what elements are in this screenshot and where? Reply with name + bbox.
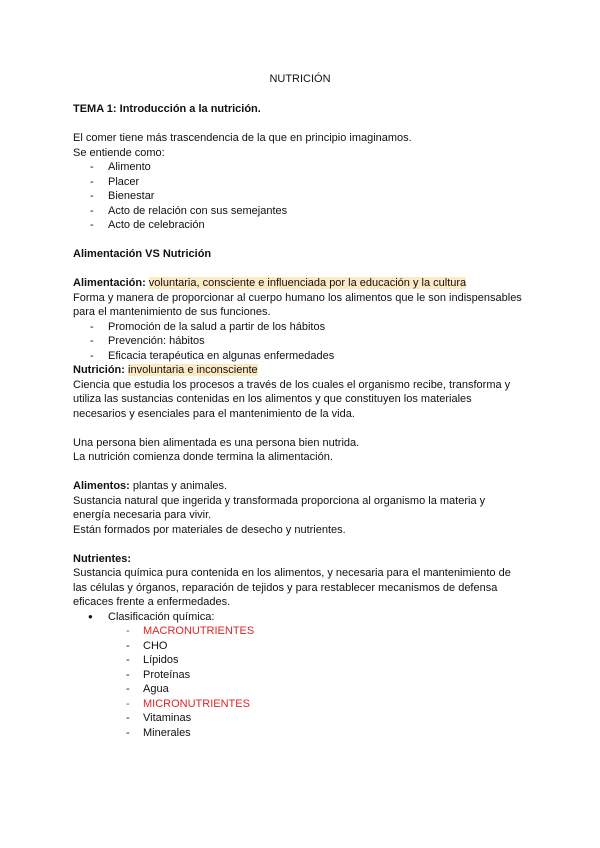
list-item: - Lípidos xyxy=(73,653,523,668)
nutrientes-label: Nutrientes: xyxy=(73,552,132,565)
persona-line-1: Una persona bien alimentada es una persona bien nutrida. xyxy=(73,436,360,449)
nutricion-text: Ciencia que estudia los procesos a través de los cuales el organismo recibe, transforma y utiliza las sustancias contenidas en los alimentos y que constituyen los materiales necesarios y esenciales para el mantenimiento de la vida. xyxy=(73,378,511,420)
nutricion-definition-line xyxy=(73,363,523,378)
tema-heading: TEMA 1: Introducción a la nutrición. xyxy=(73,103,261,115)
list-item: - Acto de celebración xyxy=(73,218,523,233)
list-item: - Promoción de la salud a partir de los hábitos xyxy=(73,320,523,335)
document-title: NUTRICIÓN xyxy=(269,73,331,85)
alimentacion-definition-line xyxy=(73,276,523,291)
vs-heading: Alimentación VS Nutrición xyxy=(73,248,212,260)
list-item: - Vitaminas xyxy=(73,711,523,726)
nutrient-category-macronutrientes: - MACRONUTRIENTES xyxy=(73,624,523,639)
persona-line-2: La nutrición comienza donde termina la alimentación. xyxy=(73,451,333,463)
list-item: - Prevención: hábitos xyxy=(73,334,523,349)
alimentos-line xyxy=(73,479,523,494)
nutrient-category-micronutrientes: - MICRONUTRIENTES xyxy=(73,697,523,712)
list-item: - Bienestar xyxy=(73,189,523,204)
list-item: - Eficacia terapéutica en algunas enfermedades xyxy=(73,349,523,364)
list-item: - Agua xyxy=(73,682,523,697)
list-item: - Alimento xyxy=(73,160,523,175)
document-body xyxy=(73,102,523,740)
intro-line-1: El comer tiene más trascendencia de la que en principio imaginamos. xyxy=(73,132,412,144)
clasificacion-item: ● Clasificación química: xyxy=(73,610,523,625)
alimentacion-text: Forma y manera de proporcionar al cuerpo humano los alimentos que le son indispensables para el mantenimiento de sus funciones. xyxy=(73,291,522,318)
list-item: - Proteínas xyxy=(73,668,523,683)
alimentos-value: plantas y animales. xyxy=(132,480,228,492)
list-item: - Acto de relación con sus semejantes xyxy=(73,204,523,219)
intro-line-2: Se entiende como: xyxy=(73,146,165,159)
alimentos-label: Alimentos: xyxy=(73,480,130,492)
nutrientes-text: Sustancia química pura contenida en los alimentos, y necesaria para el mantenimiento de las células y órganos, reparación de tejidos y para restablecer mecanismos de defensa eficaces frente a enfermedades. xyxy=(73,567,511,608)
nutricion-label: Nutrición: xyxy=(73,364,125,376)
clasificacion-list xyxy=(73,610,523,625)
list-item: - Placer xyxy=(73,175,523,190)
list-item: - Minerales xyxy=(73,726,523,741)
alimentacion-label: Alimentación: xyxy=(73,277,146,289)
nutrient-list xyxy=(73,624,523,740)
alimentacion-list xyxy=(73,320,523,364)
list-item: - CHO xyxy=(73,639,523,654)
alimentacion-highlight: voluntaria, consciente e influenciada por la educación y la cultura xyxy=(148,277,467,289)
alimentos-text-2: Están formados por materiales de desecho y nutrientes. xyxy=(73,523,346,536)
nutricion-highlight: involuntaria e inconsciente xyxy=(128,364,258,376)
intro-list xyxy=(73,160,523,233)
alimentos-text-1: Sustancia natural que ingerida y transformada proporciona al organismo la materia y energía necesaria para vivir. xyxy=(73,494,486,521)
